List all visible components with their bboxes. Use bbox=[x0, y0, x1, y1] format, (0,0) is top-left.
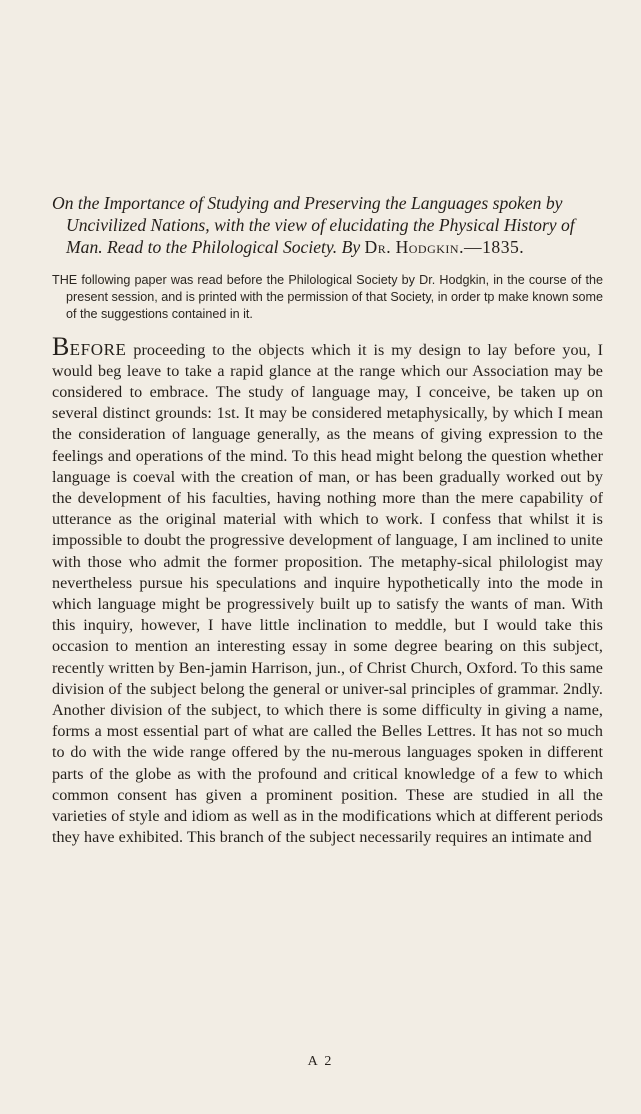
drop-cap: B bbox=[52, 331, 70, 361]
author-prefix: Dr. bbox=[364, 237, 392, 257]
title-text: On the Importance of Studying and Preserving the Languages spoken by Uncivilized Nations, with the view of elucidating the Physical History of Man. Read to the Philological Society. By bbox=[52, 193, 575, 257]
lead-word: EFORE bbox=[69, 339, 127, 359]
signature-mark: A 2 bbox=[307, 1054, 334, 1069]
author-name: Hodgkin. bbox=[395, 237, 464, 257]
body-text: proceeding to the objects which it is my design to lay before you, I would beg leave to take a rapid glance at the range which our Association may be considered to embrace. The study of language may, I conceive, be taken up on several distinct grounds: 1st. It may be considered metaphysically, by which I mean the consideration of language generally, as the means of giving expression to the feelings and operations of the mind. To this head might belong the question whether language is coeval with the creation of man, or has been gradually worked out by the development of his faculties, having nothing more than the mere capability of utterance as the original material with which to work. I confess that whilst it is impossible to doubt the progressive development of language, I am inclined to unite with those who admit the former proposition. The metaphy-sical philologist may nevertheless pursue his speculations and inquire hypothetically into the mode in which language might be progressively built up to satisfy the wants of man. With this inquiry, however, I have little inclination to meddle, but I would take this occasion to mention an interesting essay in some degree bearing on this subject, recently written by Ben-jamin Harrison, jun., of Christ Church, Oxford. To this same division of the subject belong the general or univer-sal principles of grammar. 2ndly. Another division of the subject, to which there is some difficulty in giving a name, forms a most essential part of what are called the Belles Lettres. It has not so much to do with the wide range offered by the nu-merous languages spoken in different parts of the globe as with the profound and critical knowledge of a few to which common consent has given a prominent position. These are studied in all the varieties of style and idiom as well as in the modifications which at different periods they have exhibited. This branch of the subject necessarily requires an intimate and bbox=[52, 341, 603, 847]
title-year: —1835. bbox=[464, 237, 525, 257]
article-title bbox=[52, 192, 603, 258]
introductory-note: THE following paper was read before the Philological Society by Dr. Hodgkin, in the course of the present session, and is printed with the permission of that Society, in order tp make known some of the suggestions contained in it. bbox=[52, 273, 603, 322]
body-paragraph bbox=[52, 331, 603, 849]
